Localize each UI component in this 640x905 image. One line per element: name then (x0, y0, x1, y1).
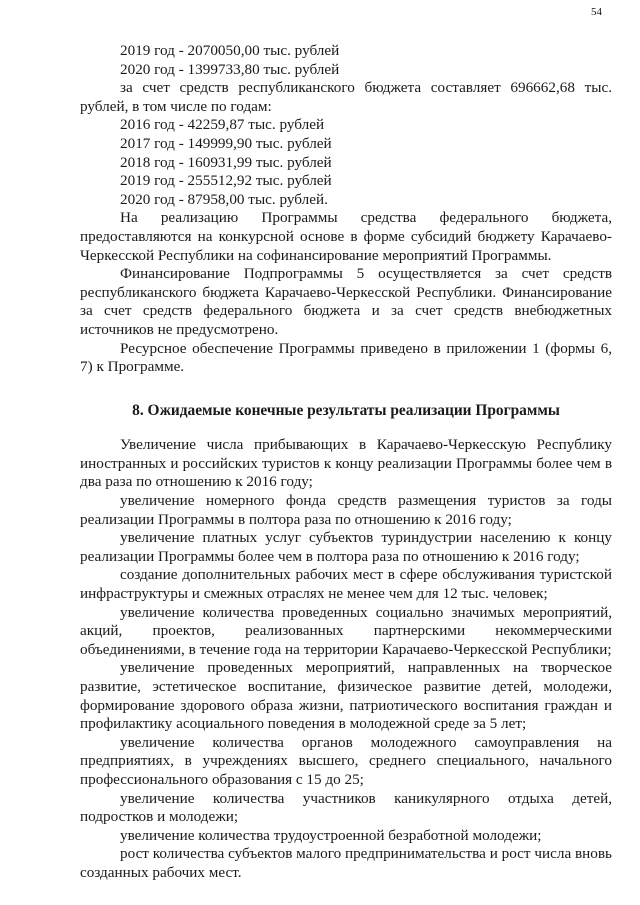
funding-line: 2020 год - 1399733,80 тыс. рублей (120, 60, 340, 78)
funding-years-block-1 (80, 42, 612, 79)
federal-budget-paragraph: На реализацию Программы средства федерального бюджета, предоставляются на конкурсной основе в форме субсидий бюджету Карачаево-Черкесской Республики на софинансирование мероприятий Программы. (80, 209, 612, 264)
result-item: Увеличение числа прибывающих в Карачаево-Черкесскую Республику иностранных и российских туристов к концу реализации Программы более чем в два раза по отношению к 2016 году; (80, 436, 612, 491)
result-item: рост количества субъектов малого предпринимательства и рост числа вновь созданных рабочих мест. (80, 845, 612, 881)
funding-line: 2017 год - 149999,90 тыс. рублей (120, 134, 332, 152)
resource-provision-paragraph: Ресурсное обеспечение Программы приведено в приложении 1 (формы 6, 7) к Программе. (80, 339, 612, 376)
result-item: увеличение количества трудоустроенной безработной молодежи; (120, 826, 542, 844)
page-number: 54 (591, 6, 602, 18)
funding-years-block-2 (80, 116, 612, 209)
result-item: увеличение количества участников каникулярного отдыха детей, подростков и молодежи; (80, 789, 612, 826)
result-item: увеличение количества проведенных социально значимых мероприятий, акций, проектов, реализованных партнерскими некоммерческими объединениями, в течение года на территории Карачаево-Черкесской Республики; (80, 603, 612, 658)
result-item: увеличение номерного фонда средств размещения туристов за годы реализации Программы в полтора раза по отношению к 2016 году; (80, 492, 612, 528)
section-heading: 8. Ожидаемые конечные результаты реализации Программы (132, 401, 560, 419)
funding-line: 2018 год - 160931,99 тыс. рублей (120, 153, 332, 171)
regional-budget-paragraph: за счет средств республиканского бюджета составляет 696662,68 тыс. рублей, в том числе по годам: (80, 79, 612, 115)
subprogram-financing-paragraph: Финансирование Подпрограммы 5 осуществляется за счет средств республиканского бюджета Карачаево-Черкесской Республики. Финансирование за счет средств федерального бюджета и за счет средств внебюджетных источников не предусмотрено. (80, 265, 612, 338)
result-item: увеличение платных услуг субъектов туриндустрии населению к концу реализации Программы более чем в полтора раза по отношению к 2016 году; (80, 529, 612, 565)
result-item: увеличение количества органов молодежного самоуправления на предприятиях, в учреждениях высшего, среднего специального, начального профессионального образования с 15 до 25; (80, 733, 612, 788)
result-item: создание дополнительных рабочих мест в сфере обслуживания туристской инфраструктуры и смежных отраслях не менее чем для 12 тыс. человек; (80, 566, 612, 603)
funding-line: 2020 год - 87958,00 тыс. рублей. (120, 190, 328, 208)
funding-line: 2019 год - 2070050,00 тыс. рублей (120, 42, 340, 59)
document-body (80, 42, 612, 883)
result-item: увеличение проведенных мероприятий, направленных на творческое развитие, эстетическое воспитание, физическое развитие детей, молодежи, формирование здорового образа жизни, патриотического воспитания граждан и профилактику асоциального поведения в молодежной среде за 5 лет; (80, 659, 612, 733)
funding-line: 2019 год - 255512,92 тыс. рублей (120, 172, 332, 190)
funding-line: 2016 год - 42259,87 тыс. рублей (120, 116, 325, 134)
